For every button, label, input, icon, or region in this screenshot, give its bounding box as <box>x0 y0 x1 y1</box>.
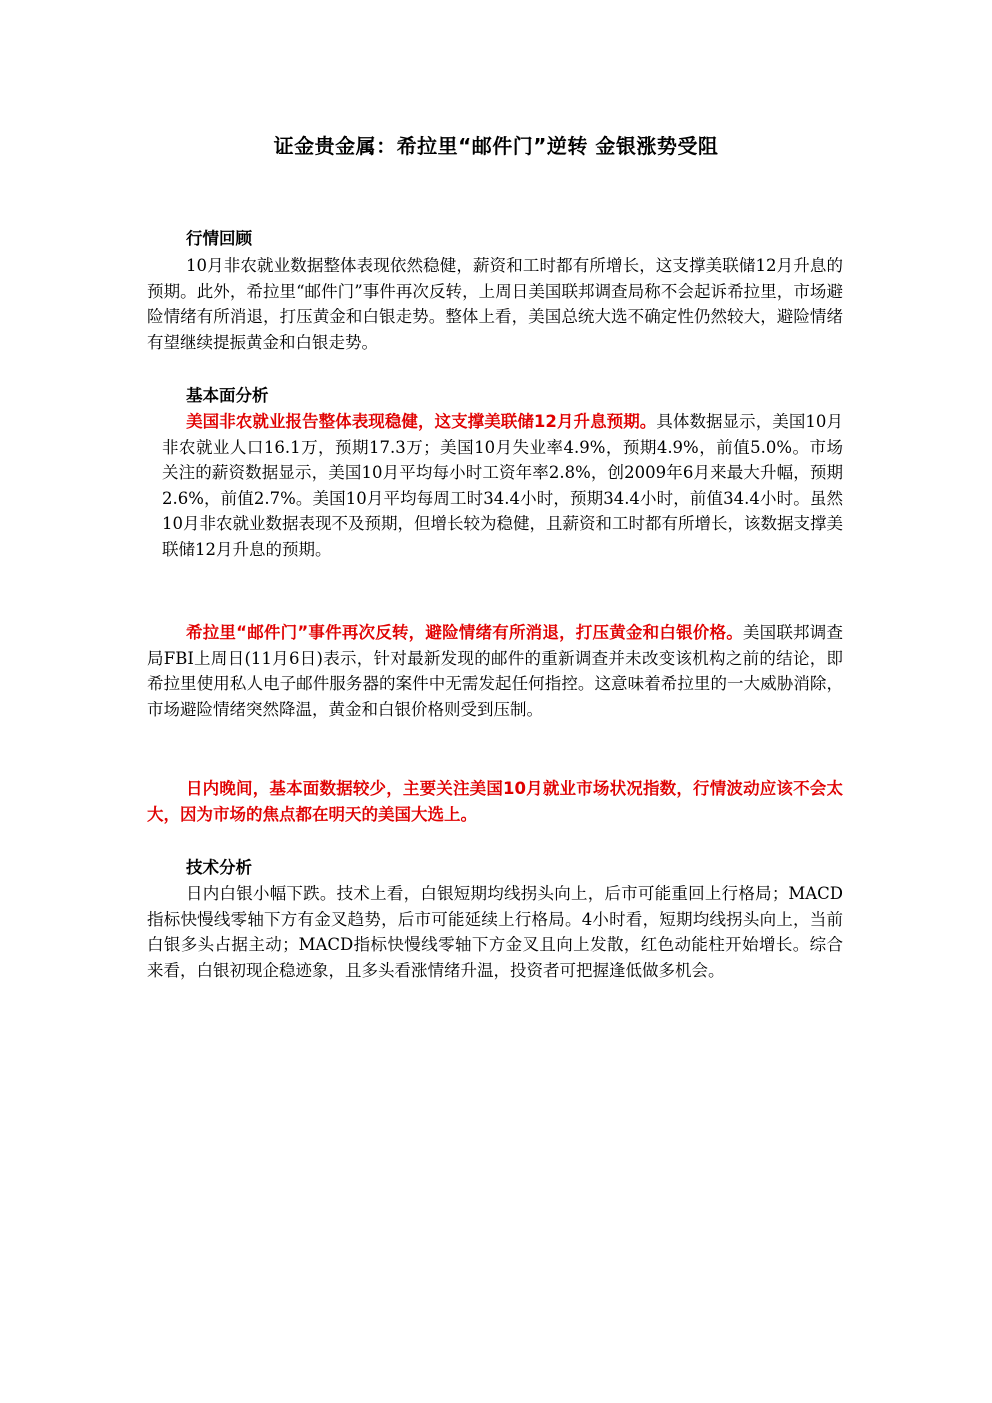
review-paragraph: 10月非农就业数据整体表现依然稳健，薪资和工时都有所增长，这支撑美联储12月升息的预期。此外，希拉里“邮件门”事件再次反转，上周日美国联邦调查局称不会起诉希拉里，市场避险情绪有所消退，打压黄金和白银走势。整体上看，美国总统大选不确定性仍然较大，避险情绪有望继续提振黄金和白银走势。 <box>147 256 843 352</box>
fundamentals-body-2: 美国联邦调查局FBI上周日(11月6日)表示，针对最新发现的邮件的重新调查并未改变该机构之前的结论，即希拉里使用私人电子邮件服务器的案件中无需发起任何指控。这意味着希拉里的一大威胁消除，市场避险情绪突然降温，黄金和白银价格则受到压制。 <box>147 623 843 719</box>
section-heading-technical: 技术分析 <box>186 858 252 877</box>
technical-paragraph: 日内白银小幅下跌。技术上看，白银短期均线拐头向上，后市可能重回上行格局；MACD指标快慢线零轴下方有金叉趋势，后市可能延续上行格局。4小时看，短期均线拐头向上，当前白银多头占据主动；MACD指标快慢线零轴下方金叉且向上发散，红色动能柱开始增长。综合来看，白银初现企稳迹象，且多头看涨情绪升温，投资者可把握逢低做多机会。 <box>147 884 843 980</box>
fundamentals-body-1: 具体数据显示，美国10月非农就业人口16.1万，预期17.3万；美国10月失业率4.9%，预期4.9%，前值5.0%。市场关注的薪资数据显示，美国10月平均每小时工资年率2.8%，创2009年6月来最大升幅，预期2.6%，前值2.7%。美国10月平均每周工时34.4小时，预期34.4小时，前值34.4小时。虽然10月非农就业数据表现不及预期，但增长较为稳健，且薪资和工时都有所增长，该数据支撑美联储12月升息的预期。 <box>162 412 843 559</box>
fundamentals-highlight-1: 美国非农就业报告整体表现稳健，这支撑美联储12月升息预期。 <box>186 412 657 431</box>
section-heading-review: 行情回顾 <box>186 229 252 248</box>
fundamentals-paragraph-1 <box>162 409 843 562</box>
document-title: 证金贵金属：希拉里“邮件门”逆转 金银涨势受阻 <box>273 134 719 158</box>
fundamentals-paragraph-2 <box>147 620 843 722</box>
section-heading-fundamentals: 基本面分析 <box>186 386 269 405</box>
fundamentals-paragraph-3: 日内晚间，基本面数据较少，主要关注美国10月就业市场状况指数，行情波动应该不会太大，因为市场的焦点都在明天的美国大选上。 <box>147 779 843 824</box>
fundamentals-highlight-2: 希拉里“邮件门”事件再次反转，避险情绪有所消退，打压黄金和白银价格。 <box>186 623 743 642</box>
